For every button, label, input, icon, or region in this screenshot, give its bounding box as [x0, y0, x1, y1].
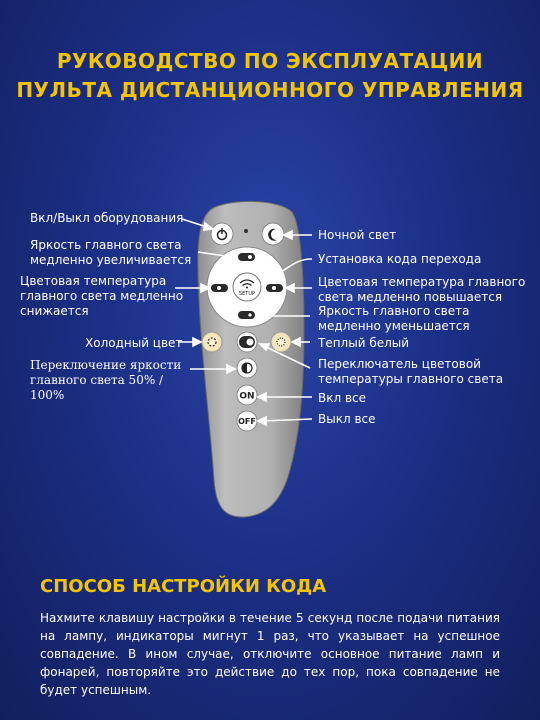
label-all-on: Вкл все: [318, 391, 367, 405]
control-dial: [207, 247, 287, 327]
label-brightness-50-100: Переключение яркости главного света 50% / 100%: [30, 358, 182, 402]
setup-button[interactable]: [233, 273, 261, 301]
off-label: OFF: [238, 417, 256, 426]
on-button[interactable]: [237, 385, 257, 405]
label-color-temp-down: Цветовая температура главного света медленно снижается: [20, 274, 184, 318]
night-light-button[interactable]: [262, 223, 284, 245]
sun-icon: [248, 255, 252, 259]
section-title: СПОСОБ НАСТРОЙКИ КОДА: [40, 576, 327, 597]
label-color-temp-up: Цветовая температура главного света медленно повышается: [318, 275, 526, 304]
indicator-led: [244, 229, 248, 233]
sun-small-icon: [248, 313, 251, 316]
label-warm-white: Теплый белый: [318, 336, 410, 350]
warm-icon: [272, 286, 276, 290]
label-code-setup: Установка кода перехода: [318, 252, 482, 266]
cold-color-button[interactable]: [202, 332, 222, 352]
cool-icon: [217, 286, 221, 290]
warm-white-button[interactable]: [271, 332, 291, 352]
label-brightness-down: Яркость главного света медленно уменьшается: [318, 304, 470, 333]
label-cold-color: Холодный цвет: [85, 336, 183, 350]
color-temp-switch-button[interactable]: [237, 332, 257, 352]
page-title-line2: ПУЛЬТА ДИСТАНЦИОННОГО УПРАВЛЕНИЯ: [16, 78, 524, 102]
on-label: ON: [239, 391, 255, 402]
page-title-line1: РУКОВОДСТВО ПО ЭКСПЛУАТАЦИИ: [56, 49, 484, 73]
off-button[interactable]: [237, 411, 257, 431]
power-button[interactable]: [211, 223, 233, 245]
brightness-50-100-button[interactable]: [237, 358, 257, 378]
brightness-down-button[interactable]: [238, 311, 255, 319]
section-text: Нахмите клавишу настройки в течение 5 секунд после подачи питания на лампу, индикаторы мигнут 1 раз, что указывает на успешное совпадение. В ином случае, отключите основное питание ламп и фонарей, повторяйте это действие до тех пор, пока совпадение не будет успешным.: [40, 611, 500, 697]
label-night-light: Ночной свет: [318, 228, 397, 242]
label-brightness-up: Яркость главного света медленно увеличивается: [30, 238, 192, 267]
setup-label: SETUP: [238, 291, 256, 297]
brightness-up-button[interactable]: [238, 253, 255, 261]
label-all-off: Выкл все: [318, 412, 376, 426]
label-power: Вкл/Выкл оборудования: [30, 211, 184, 225]
color-temp-up-button[interactable]: [266, 284, 283, 292]
color-temp-down-button[interactable]: [211, 284, 228, 292]
label-color-temp-switch: Переключатель цветовой температуры главного света: [318, 357, 504, 386]
